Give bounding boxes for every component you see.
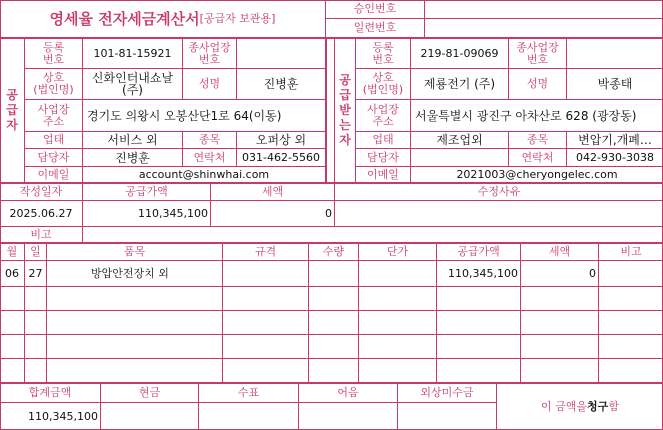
buyer-addr: 서울특별시 광진구 아차산로 628 (광장동) xyxy=(415,108,637,123)
col-price: 단가 xyxy=(386,245,409,258)
supplier-ceo: 진병훈 xyxy=(263,77,299,91)
supplier-branch-label: 종사업장 번호 xyxy=(188,40,231,66)
check-amount xyxy=(199,403,298,430)
supplier-contact: 진병훈 xyxy=(115,150,150,165)
buyer-branch-no xyxy=(567,39,663,68)
supplier-tel: 031-462-5560 xyxy=(242,150,320,164)
supplier-ceo-label: 성명 xyxy=(198,77,221,90)
buyer-type: 제조업외 xyxy=(436,133,483,147)
buyer-email-label: 이메일 xyxy=(367,167,399,181)
approval-value xyxy=(425,0,663,18)
supplier-name: 신화인터내쇼날 (주) xyxy=(91,71,174,97)
supplier-type: 서비스 외 xyxy=(107,133,158,147)
buyer-ceo-label: 성명 xyxy=(526,77,549,90)
supplier-name-label: 상호 (법인명) xyxy=(33,71,74,96)
row-price xyxy=(359,261,436,286)
buyer-addr-label: 사업장 주소 xyxy=(367,102,399,128)
col-spec: 규격 xyxy=(254,245,277,258)
supplier-branch-no xyxy=(237,39,325,68)
approval-label: 승인번호 xyxy=(353,2,397,15)
row-tax: 0 xyxy=(589,266,596,280)
row-amount: 110,345,100 xyxy=(448,266,518,280)
buyer-side-label: 공 급 받 는 자 xyxy=(339,73,351,147)
col-note: 비고 xyxy=(620,245,642,258)
divider xyxy=(0,310,663,311)
note-value xyxy=(83,227,663,242)
divider xyxy=(0,334,663,335)
buyer-contact-label: 담당자 xyxy=(367,150,399,164)
amount-label: 공급가액 xyxy=(125,185,168,198)
note-label: 비고 xyxy=(30,227,52,241)
claim-word: 청구 xyxy=(587,400,609,413)
buyer-contact xyxy=(411,149,508,166)
supplier-item-label: 종목 xyxy=(198,133,221,146)
bill-label: 어음 xyxy=(337,386,359,399)
total-amount: 110,345,100 xyxy=(28,409,98,423)
buyer-name: 제룡전기 (주) xyxy=(423,77,496,91)
supplier-addr-label: 사업장 주소 xyxy=(37,102,70,128)
buyer-name-label: 상호 (법인명) xyxy=(362,71,404,96)
title-text: 영세율 전자세금계산서 xyxy=(49,9,200,28)
buyer-item: 변압기,개폐… xyxy=(578,133,652,147)
row-month: 06 xyxy=(5,266,19,280)
credit-label: 외상미수금 xyxy=(420,386,474,399)
total-label: 합계금액 xyxy=(28,386,72,399)
buyer-email: 2021003@cheryongelec.com xyxy=(456,167,618,181)
write-date: 2025.06.27 xyxy=(9,206,73,220)
row-item-name: 방압안전장치 외 xyxy=(91,266,169,280)
claim-suffix: 함 xyxy=(608,400,619,413)
date-label: 작성일자 xyxy=(19,185,63,198)
buyer-type-label: 업태 xyxy=(372,133,394,146)
supplier-reg-no: 101-81-15921 xyxy=(93,46,172,60)
col-item-name: 품목 xyxy=(123,245,146,258)
supplier-addr: 경기도 의왕시 오봉산단1로 64(이동) xyxy=(87,108,282,123)
supplier-item: 오퍼상 외 xyxy=(255,133,307,147)
col-month: 월 xyxy=(6,245,18,258)
col-amount: 공급가액 xyxy=(457,245,500,258)
buyer-tel-label: 연락처 xyxy=(521,150,554,164)
buyer-item-label: 종목 xyxy=(526,133,549,146)
col-day: 일 xyxy=(30,245,41,258)
row-day: 27 xyxy=(28,266,43,280)
divider xyxy=(0,358,663,359)
check-label: 수표 xyxy=(237,386,260,399)
supplier-contact-label: 담당자 xyxy=(37,150,70,164)
divider xyxy=(0,286,663,287)
invoice-title xyxy=(0,0,325,37)
bill-amount xyxy=(299,403,397,430)
buyer-branch-label: 종사업장 번호 xyxy=(516,40,559,66)
col-qty: 수량 xyxy=(322,245,345,258)
supplier-type-label: 업태 xyxy=(42,133,65,146)
claim-prefix: 이 금액을 xyxy=(541,400,588,413)
supply-amount: 110,345,100 xyxy=(138,206,208,220)
cash-amount xyxy=(101,403,198,430)
buyer-tel: 042-930-3038 xyxy=(576,150,654,164)
reason-value xyxy=(335,201,663,226)
col-tax: 세액 xyxy=(548,245,571,258)
buyer-reg-no: 219-81-09069 xyxy=(420,46,499,60)
credit-amount xyxy=(398,403,496,430)
buyer-ceo: 박종태 xyxy=(597,77,633,91)
row-spec xyxy=(223,261,308,286)
supplier-tel-label: 연락처 xyxy=(193,150,226,164)
copy-type: [공급자 보관용] xyxy=(199,11,276,25)
supplier-side-label: 공 급 자 xyxy=(6,88,18,132)
serial-value xyxy=(425,19,663,37)
divider xyxy=(325,38,327,183)
supplier-email-label: 이메일 xyxy=(37,167,70,181)
tax-label: 세액 xyxy=(261,185,284,198)
buyer-reg-label: 등록 번호 xyxy=(372,40,394,66)
reason-label: 수정사유 xyxy=(477,185,521,198)
tax-amount: 0 xyxy=(325,206,332,220)
cash-label: 현금 xyxy=(138,386,161,399)
supplier-reg-label: 등록 번호 xyxy=(42,40,65,66)
serial-label: 일련번호 xyxy=(353,21,397,34)
row-note xyxy=(599,261,663,286)
row-qty xyxy=(309,261,358,286)
claim-statement xyxy=(497,384,663,430)
supplier-email: account@shinwhai.com xyxy=(138,167,270,181)
